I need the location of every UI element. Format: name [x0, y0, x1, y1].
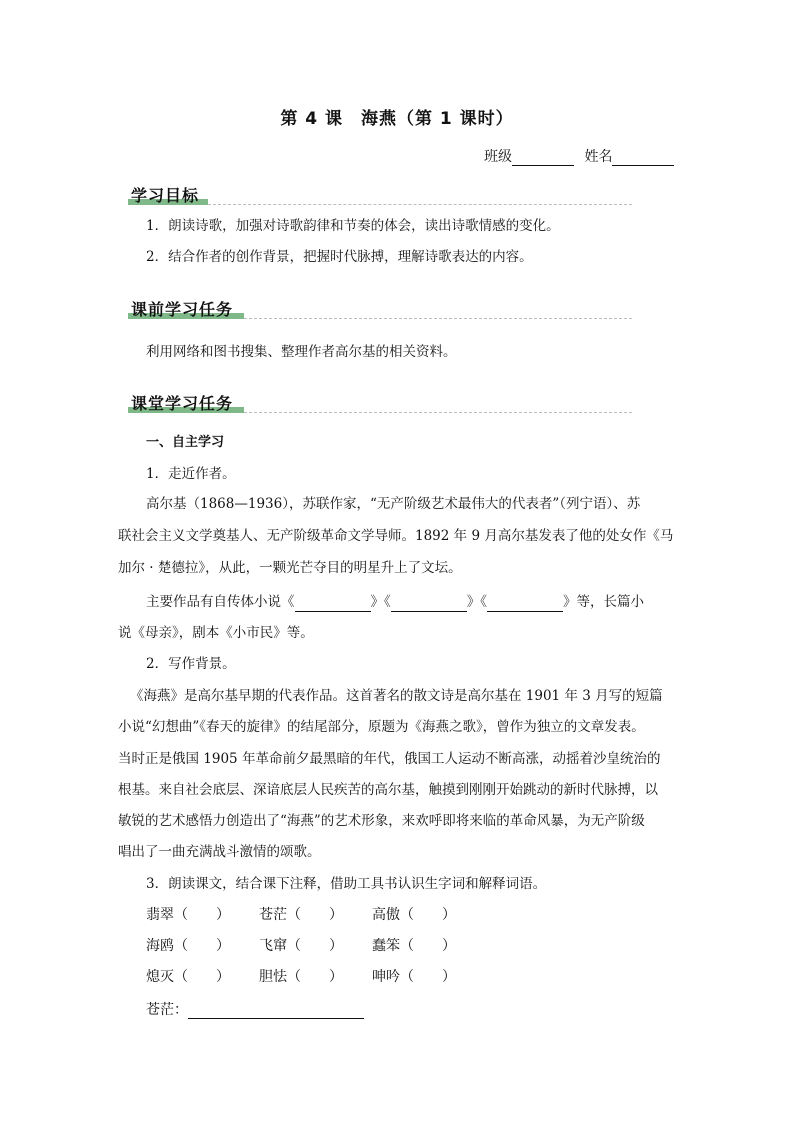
page-title: 第 4 课 海燕（第 1 课时） — [280, 109, 514, 129]
subheading-self-study: 一、自主学习 — [146, 435, 225, 450]
goal-item-1: 1．朗读诗歌，加强对诗歌韵律和节奏的体会，读出诗歌情感的变化。 — [146, 218, 560, 234]
vocab-item[interactable]: 海鸥（ ） — [146, 938, 230, 954]
work-blank-3[interactable] — [487, 597, 563, 612]
class-label: 班级 — [484, 149, 512, 165]
name-blank[interactable] — [612, 151, 674, 166]
works-line-1: 主要作品有自传体小说《 》《 》《 》等，长篇小 — [146, 594, 644, 610]
heading-dashed-line — [244, 318, 632, 319]
item-writing-background: 2．写作背景。 — [146, 656, 236, 672]
background-line-6: 唱出了一曲充满战斗激情的颂歌。 — [118, 844, 321, 860]
work-blank-1[interactable] — [295, 597, 371, 612]
name-label: 姓名 — [584, 149, 613, 165]
work-blank-2[interactable] — [391, 597, 467, 612]
item-approach-author: 1．走近作者。 — [146, 466, 236, 482]
author-line-1: 高尔基（1868—1936），苏联作家，“无产阶级艺术最伟大的代表者”（列宁语）、苏 — [146, 496, 641, 512]
definition-label: 苍茫： — [146, 1002, 188, 1018]
definition-line — [146, 999, 364, 1019]
pre-class-task: 利用网络和图书搜集、整理作者高尔基的相关资料。 — [146, 344, 457, 360]
vocab-item[interactable]: 蠢笨（ ） — [372, 938, 456, 954]
goal-item-2: 2．结合作者的创作背景，把握时代脉搏，理解诗歌表达的内容。 — [146, 249, 533, 265]
heading-dashed-line — [208, 204, 632, 205]
student-info-line — [484, 146, 674, 166]
vocab-item[interactable]: 翡翠（ ） — [146, 907, 230, 923]
vocab-item[interactable]: 呻吟（ ） — [372, 969, 456, 985]
vocab-item[interactable]: 高傲（ ） — [372, 907, 456, 923]
section-heading-goals: 学习目标 — [128, 183, 199, 207]
author-line-2: 联社会主义文学奠基人、无产阶级革命文学导师。1892 年 9 月高尔基发表了他的处女作《马 — [118, 528, 674, 544]
class-blank[interactable] — [512, 151, 574, 166]
vocab-item[interactable]: 飞窜（ ） — [259, 938, 343, 954]
vocab-item[interactable]: 胆怯（ ） — [259, 969, 343, 985]
background-line-3: 当时正是俄国 1905 年革命前夕最黑暗的年代，俄国工人运动不断高涨，动摇着沙皇统治的 — [118, 751, 661, 767]
heading-dashed-line — [244, 412, 632, 413]
author-line-3: 加尔 · 楚德拉》，从此，一颗光芒夺目的明星升上了文坛。 — [118, 560, 462, 576]
section-heading-pre-class: 课前学习任务 — [128, 297, 233, 321]
works-line-2: 说《母亲》，剧本《小市民》等。 — [118, 625, 314, 641]
background-line-2: 小说“幻想曲”《春天的旋律》的结尾部分，原题为《海燕之歌》，曾作为独立的文章发表。 — [118, 719, 645, 735]
vocab-item[interactable]: 熄灭（ ） — [146, 969, 230, 985]
section-heading-in-class: 课堂学习任务 — [128, 391, 233, 415]
background-line-4: 根基。来自社会底层、深谙底层人民疾苦的高尔基，触摸到刚刚开始跳动的新时代脉搏，以 — [118, 782, 658, 798]
definition-blank[interactable] — [188, 1004, 364, 1019]
background-line-1: 《海燕》是高尔基早期的代表作品。这首著名的散文诗是高尔基在 1901 年 3 月写的短篇 — [130, 688, 663, 704]
vocab-item[interactable]: 苍茫（ ） — [259, 907, 343, 923]
item-read-aloud: 3．朗读课文，结合课下注释，借助工具书认识生字词和解释词语。 — [146, 876, 547, 892]
background-line-5: 敏锐的艺术感悟力创造出了“海燕”的艺术形象，来欢呼即将来临的革命风暴，为无产阶级 — [118, 813, 645, 829]
